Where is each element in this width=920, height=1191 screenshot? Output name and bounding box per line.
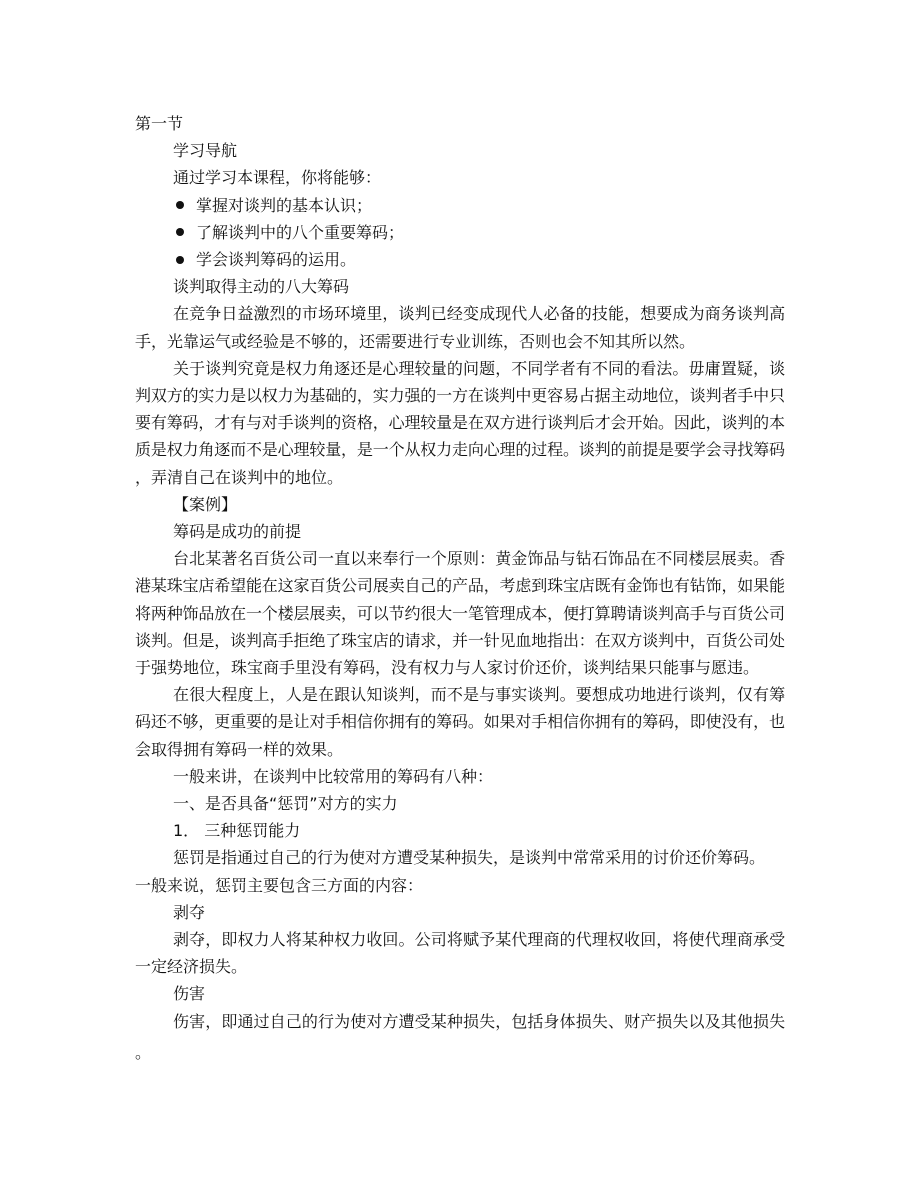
text-line [173,359,785,379]
line-text: 第一节 [135,114,184,133]
line-text: 在很大程度上，人是在跟认知谈判，而不是与事实谈判。要想成功地进行谈判，仅有筹 [173,685,786,705]
text-line [173,304,785,324]
line-text: 通过学习本课程，你将能够： [173,168,382,188]
line-text: 码还不够，更重要的是让对手相信你拥有的筹码。如果对手相信你拥有的筹码，即使没有，也 [135,712,785,732]
text-line [135,576,785,596]
text-line [173,141,237,161]
text-line [135,604,785,624]
text-line [173,495,237,515]
bullet-item [173,223,404,243]
text-line [173,930,785,950]
line-text: 一般来说，惩罚主要包含三方面的内容： [135,875,424,895]
text-line [135,114,183,134]
line-text: 【案例】 [173,494,238,514]
text-line [173,984,205,1004]
line-text: 一、是否具备“惩罚”对方的实力 [173,794,398,813]
text-line [173,522,301,542]
line-text: 学会谈判筹码的运用。 [196,250,357,269]
line-text: 会取得拥有筹码一样的效果。 [135,739,344,759]
line-text: 了解谈判中的八个重要筹码； [196,222,405,242]
line-text: 1． 三种惩罚能力 [173,821,301,841]
line-text: 剥夺 [173,902,206,922]
line-text: 台北某著名百货公司一直以来奉行一个原则：黄金饰品与钻石饰品在不同楼层展卖。香 [173,549,786,569]
line-text: 于强势地位，珠宝商手里没有筹码，没有权力与人家讨价还价，谈判结果只能事与愿违。 [135,658,760,677]
line-text: 手，光靠运气或经验是不够的，还需要进行专业训练，否则也会不知其所以然。 [135,331,696,351]
line-text: 谈判取得主动的八大筹码 [173,277,350,297]
text-line [173,767,493,787]
line-text: 判双方的实力是以权力为基础的，实力强的一方在谈判中更容易占据主动地位，谈判者手中只 [135,386,785,405]
text-line [135,712,785,732]
line-text: 掌握对谈判的基本认识； [196,195,373,215]
text-line [173,848,765,868]
text-line [135,386,785,406]
line-text: 伤害 [173,984,206,1004]
text-line [135,440,785,460]
bullet-item [173,196,372,216]
text-line [135,631,785,651]
bullet-icon [176,256,184,264]
text-line [173,821,300,841]
line-text: ，弄清自己在谈判中的地位。 [135,467,344,487]
text-line [173,168,381,188]
line-text: 质是权力角逐而不是心理较量，是一个从权力走向心理的过程。谈判的前提是要学会寻找筹码 [135,440,785,460]
text-line [135,413,785,433]
line-text: 学习导航 [173,141,238,161]
line-text: 在竞争日益激烈的市场环境里，谈判已经变成现代人必备的技能，想要成为商务谈判高 [173,304,786,324]
line-text: 。 [135,1042,152,1062]
line-text: 一般来讲，在谈判中比较常用的筹码有八种： [173,766,494,786]
text-line [173,903,205,923]
text-line [135,658,759,678]
line-text: 惩罚是指通过自己的行为使对方遭受某种损失，是谈判中常常采用的讨价还价筹码。 [173,848,766,868]
text-line [173,685,785,705]
line-text: 筹码是成功的前提 [173,522,302,541]
text-line [173,1012,785,1032]
bullet-icon [176,228,184,236]
text-line [173,549,785,569]
text-line [135,957,247,977]
text-line [135,740,343,760]
line-text: 剥夺，即权力人将某种权力收回。公司将赋予某代理商的代理权收回，将使代理商承受 [173,930,786,949]
bullet-icon [176,201,184,209]
line-text: 港某珠宝店希望能在这家百货公司展卖自己的产品，考虑到珠宝店既有金饰也有钻饰，如果能 [135,576,785,596]
line-text: 谈判。但是，谈判高手拒绝了珠宝店的请求，并一针见血地指出：在双方谈判中，百货公司处 [135,630,785,650]
line-text: 一定经济损失。 [135,957,248,977]
bullet-item [173,250,356,270]
line-text: 要有筹码，才有与对手谈判的资格，心理较量是在双方进行谈判后才会开始。因此，谈判的本 [135,413,785,433]
text-line [135,876,423,896]
text-line [135,1043,151,1063]
text-line [173,277,349,297]
text-line [173,794,398,814]
text-line [135,468,343,488]
line-text: 伤害，即通过自己的行为使对方遭受某种损失，包括身体损失、财产损失以及其他损失 [173,1011,786,1031]
text-line [135,332,695,352]
line-text: 关于谈判究竟是权力角逐还是心理较量的问题，不同学者有不同的看法。毋庸置疑，谈 [173,358,786,378]
line-text: 将两种饰品放在一个楼层展卖，可以节约很大一笔管理成本，便打算聘请谈判高手与百货公司 [135,603,785,623]
